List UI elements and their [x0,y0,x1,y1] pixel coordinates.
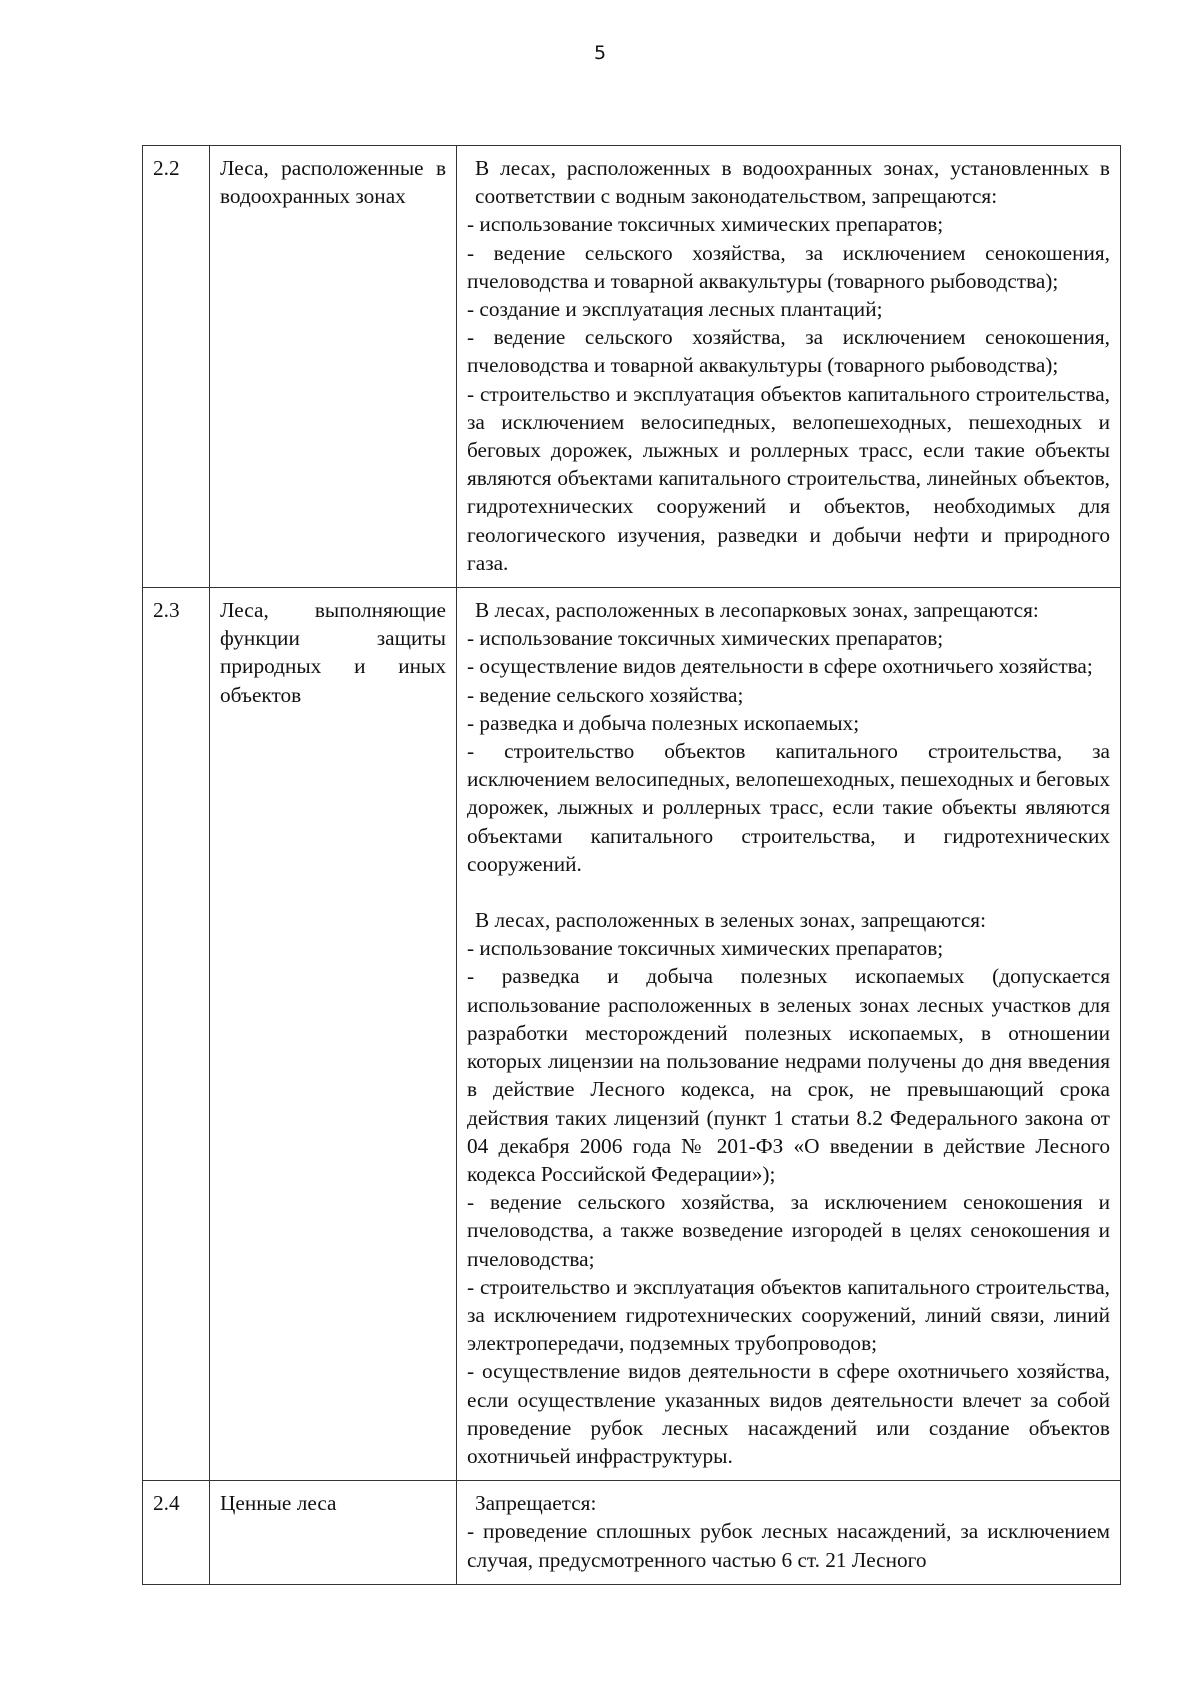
restriction-item: - использование токсичных химических препаратов; [467,212,944,237]
restriction-item: - строительство и эксплуатация объектов капитального строительства, за исключением гидротехнических сооружений, линий связи, линий электропередачи, подземных трубопроводов; [467,1274,1110,1356]
restriction-heading: В лесах, расположенных в зеленых зонах, запрещаются: [475,908,987,933]
forest-category-cell [210,1481,457,1585]
forest-category-cell [210,588,457,1481]
restriction-item: - ведение сельского хозяйства; [467,682,744,707]
restrictions-cell [457,146,1121,588]
table-row [143,1481,1121,1585]
row-number: 2.4 [143,1481,210,1585]
restriction-item: - разведка и добыча полезных ископаемых; [467,710,860,735]
restriction-item: - осуществление видов деятельности в сфере охотничьего хозяйства, если осуществление указанных видов деятельности влечет за собой проведение рубок лесных насаждений или создание объектов охотничьей инфраструктуры. [467,1359,1110,1468]
forest-category-name: Леса, выполняющие функции защиты природных и иных объектов [220,598,446,707]
row-number: 2.2 [143,146,210,588]
restriction-item: - строительство и эксплуатация объектов капитального строительства, за исключением велосипедных, велопешеходных, пешеходных и беговых дорожек, лыжных и роллерных трасс, если такие объекты являются объектами капитального строительства, линейных объектов, гидротехнических сооружений и объектов, необходимых для геологического изучения, разведки и добычи нефти и природного газа. [467,381,1110,575]
restriction-heading: Запрещается: [475,1491,597,1516]
restriction-heading: В лесах, расположенных в лесопарковых зонах, запрещаются: [475,598,1039,623]
forest-category-cell [210,146,457,588]
restriction-item: - проведение сплошных рубок лесных насаждений, за исключением случая, предусмотренного частью 6 ст. 21 Лесного [467,1519,1110,1572]
restriction-item: - осуществление видов деятельности в сфере охотничьего хозяйства; [467,654,1093,679]
restriction-item: - строительство объектов капитального строительства, за исключением велосипедных, велопешеходных, пешеходных и беговых дорожек, лыжных и роллерных трасс, если такие объекты являются объектами капитального строительства, и гидротехнических сооружений. [467,739,1110,876]
restriction-heading: В лесах, расположенных в водоохранных зонах, установленных в соответствии с водным законодательством, запрещаются: [475,156,1110,209]
restriction-item: - использование токсичных химических препаратов; [467,626,944,651]
restriction-item: - ведение сельского хозяйства, за исключением сенокошения, пчеловодства и товарной аквакультуры (товарного рыбоводства); [467,325,1110,378]
forest-category-name: Ценные леса [220,1491,337,1516]
restriction-item: - использование токсичных химических препаратов; [467,936,944,961]
restriction-item: - создание и эксплуатация лесных плантаций; [467,297,883,322]
restriction-item: - ведение сельского хозяйства, за исключением сенокошения, пчеловодства и товарной аквакультуры (товарного рыбоводства); [467,240,1110,293]
table-row [143,588,1121,1481]
table-row [143,146,1121,588]
forest-regulations-table [142,145,1121,1585]
restrictions-cell [457,588,1121,1481]
table-body [143,146,1121,1585]
restriction-item: - разведка и добыча полезных ископаемых (допускается использование расположенных в зеленых зонах лесных участков для разработки месторождений полезных ископаемых, в отношении которых лицензии на пользование недрами получены до дня введения в действие Лесного кодекса, на срок, не превышающий срока действия таких лицензий (пункт 1 статьи 8.2 Федерального закона от 04 декабря 2006 года № 201-ФЗ «О введении в действие Лесного кодекса Российской Федерации»); [467,964,1110,1186]
restriction-item: - ведение сельского хозяйства, за исключением сенокошения и пчеловодства, а также возведение изгородей в целях сенокошения и пчеловодства; [467,1190,1110,1271]
restrictions-cell [457,1481,1121,1585]
page-number: 5 [593,42,607,64]
block-spacer [467,878,1110,906]
row-number: 2.3 [143,588,210,1481]
forest-category-name: Леса, расположенные в водоохранных зонах [220,156,446,209]
